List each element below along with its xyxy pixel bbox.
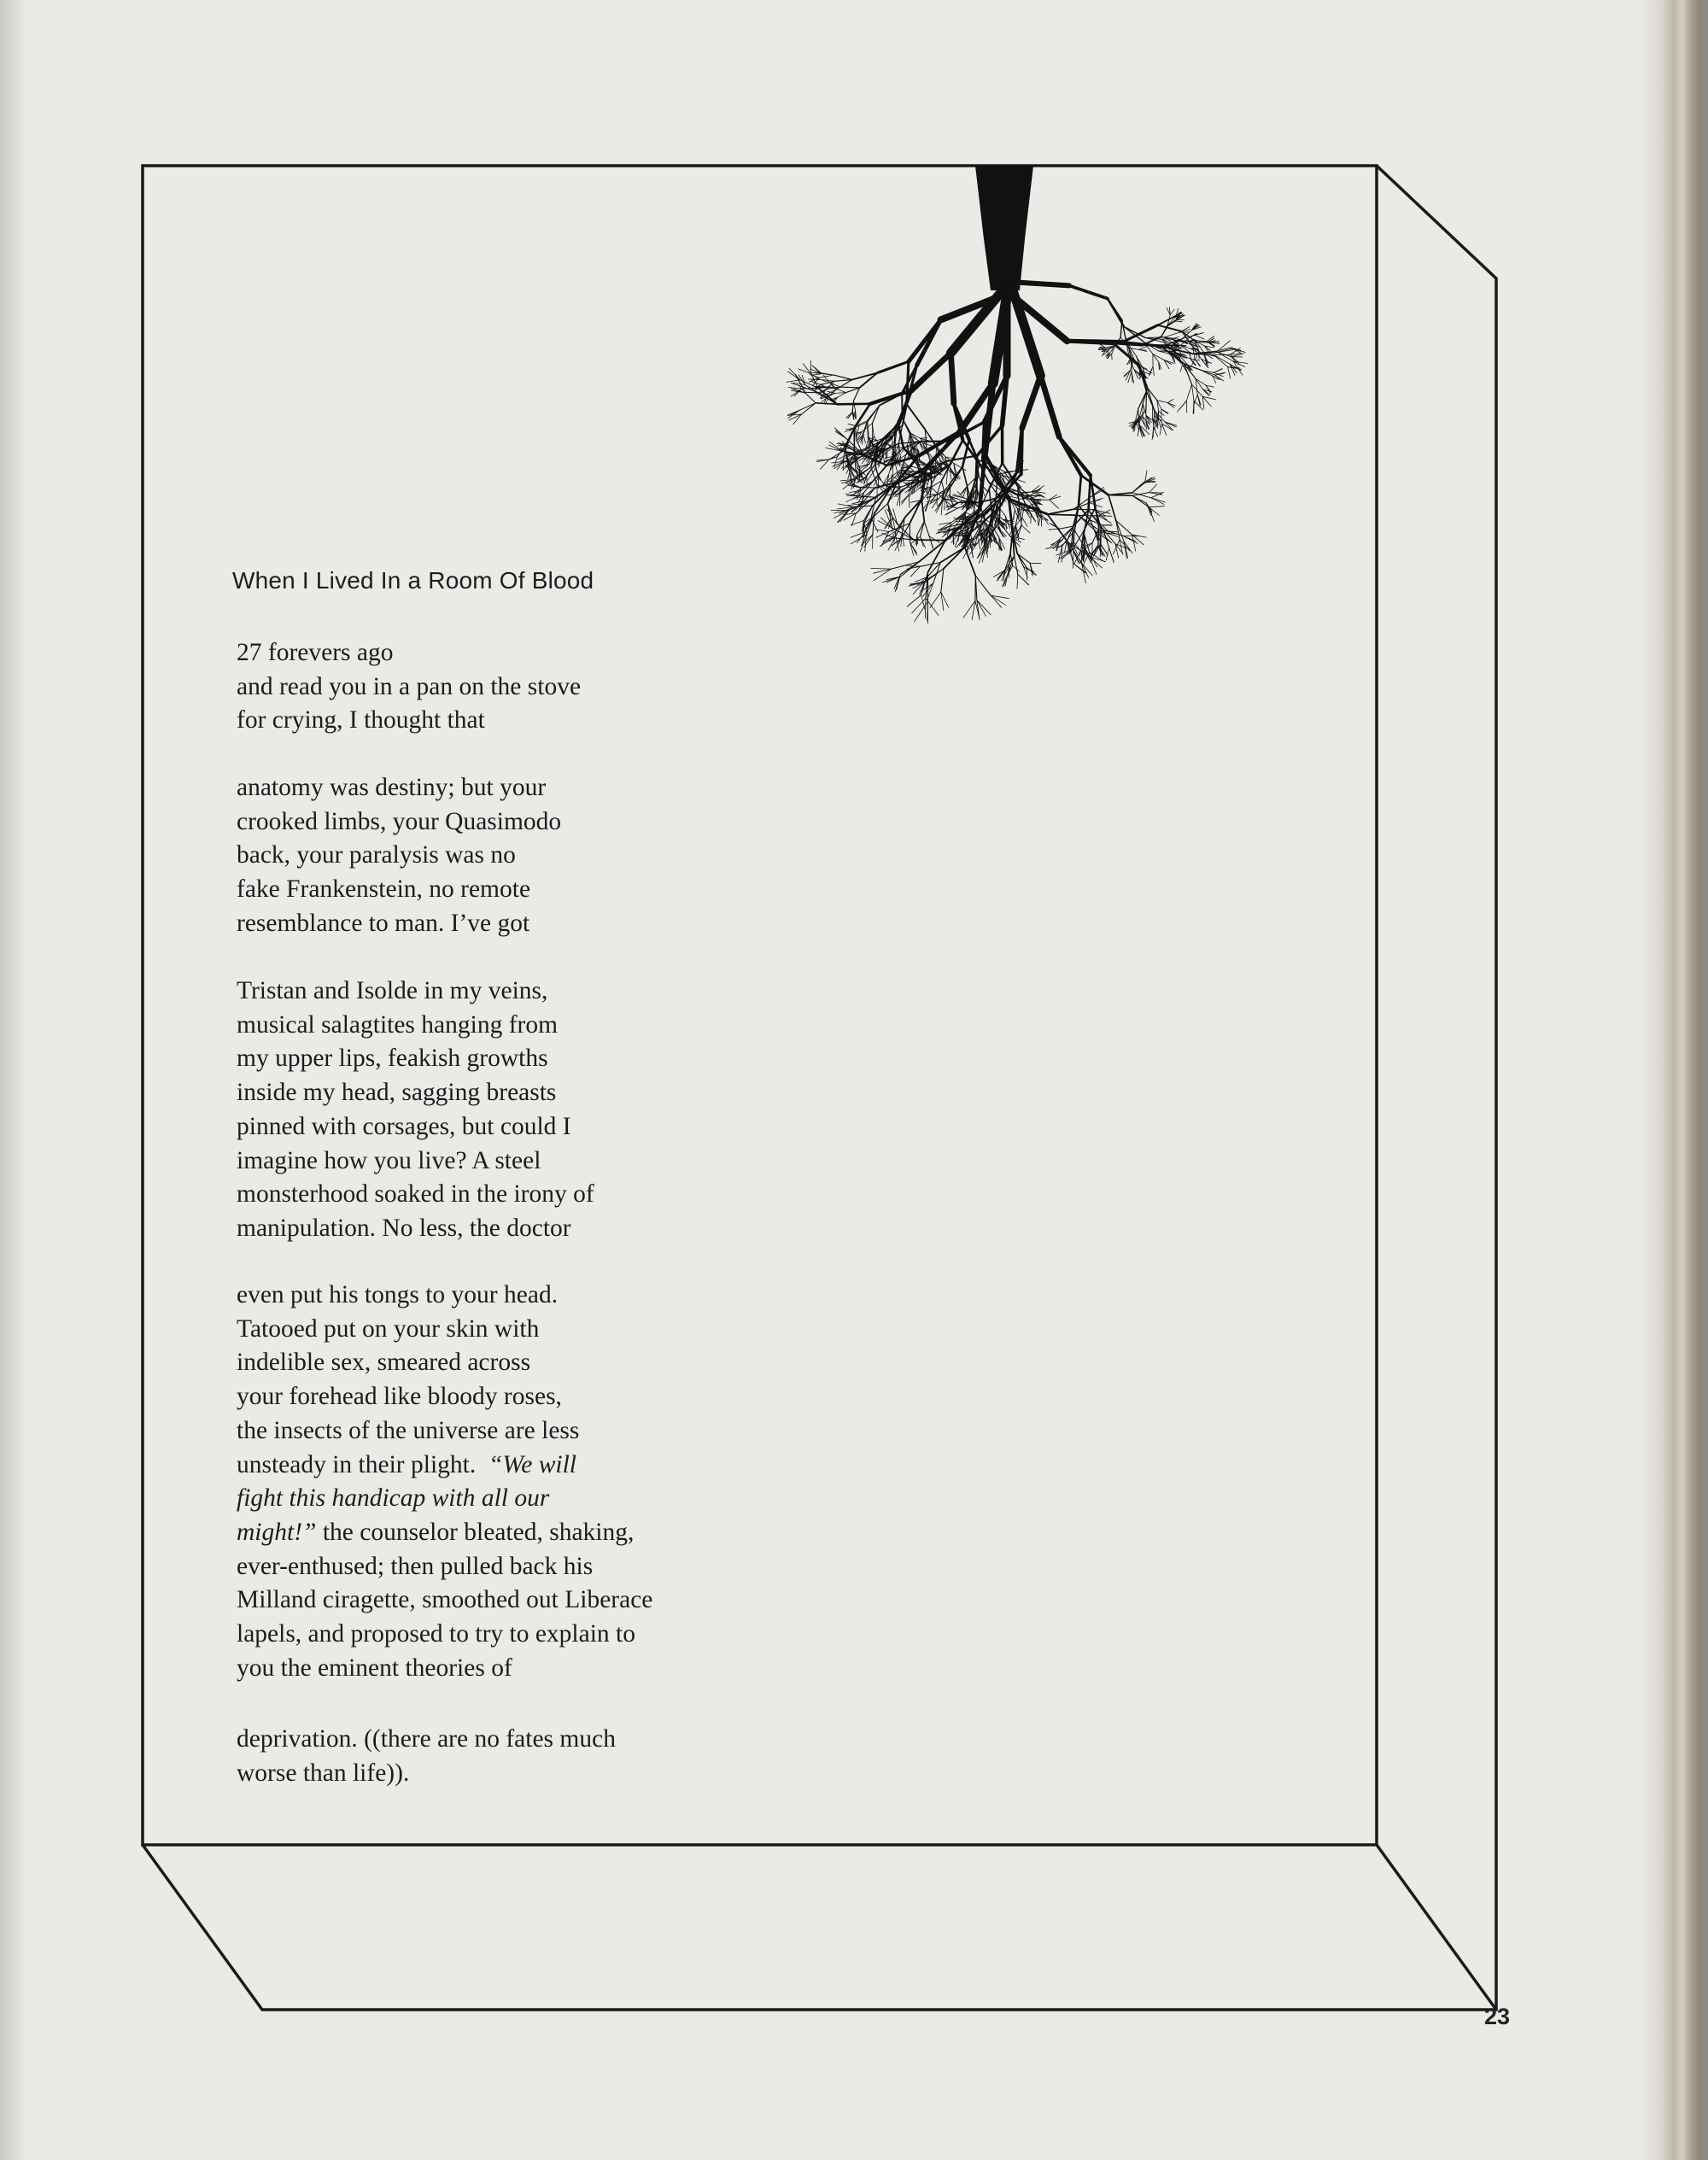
tree-branch bbox=[1123, 536, 1138, 544]
tree-branch bbox=[1050, 500, 1059, 508]
poem-line: deprivation. ((there are no fates much bbox=[237, 1725, 616, 1753]
tree-branch bbox=[1165, 332, 1179, 337]
stanza-1 bbox=[237, 636, 581, 738]
tree-branch bbox=[803, 392, 818, 393]
tree-branch bbox=[1158, 325, 1182, 331]
tree-branch bbox=[917, 522, 924, 535]
poem-line: monsterhood soaked in the irony of bbox=[237, 1180, 594, 1209]
tree-branch bbox=[1149, 506, 1164, 507]
tree-branch bbox=[788, 388, 802, 389]
tree-branch bbox=[927, 583, 933, 599]
tree-branch bbox=[1059, 436, 1091, 475]
tree-branch bbox=[1157, 401, 1167, 403]
tree-branch bbox=[853, 401, 855, 411]
tree-branch bbox=[840, 387, 859, 388]
tree-branch bbox=[863, 435, 865, 443]
tree-branch bbox=[1120, 540, 1123, 554]
poem-line: your forehead like bloody roses, bbox=[237, 1383, 562, 1411]
tree-branch bbox=[868, 406, 880, 421]
tree-branch bbox=[1035, 486, 1044, 492]
tree-branch bbox=[919, 541, 945, 562]
tree-branch bbox=[1073, 551, 1079, 563]
tree-branch bbox=[975, 576, 991, 595]
tree-branch bbox=[1108, 495, 1132, 496]
tree-branch bbox=[946, 455, 977, 461]
tree-branch bbox=[951, 353, 954, 403]
tree-branch bbox=[921, 536, 926, 547]
line-text: unsteady in their plight. bbox=[237, 1450, 477, 1478]
tree-branch bbox=[867, 517, 874, 529]
tree-branch bbox=[924, 522, 929, 536]
poem-title: When I Lived In a Room Of Blood bbox=[232, 567, 594, 594]
poem-line: even put his tongs to your head. bbox=[237, 1281, 559, 1308]
tree-branch bbox=[1214, 369, 1222, 372]
tree-branch bbox=[921, 522, 925, 537]
tree-branch bbox=[979, 548, 985, 564]
tree-branch bbox=[1149, 484, 1157, 493]
tree-branch bbox=[1048, 514, 1079, 515]
tree-branch bbox=[911, 353, 951, 390]
tree-branch bbox=[1050, 496, 1061, 500]
tree-branch bbox=[877, 361, 909, 372]
tree-branch bbox=[1153, 366, 1154, 375]
poem-line: pinned with corsages, but could I bbox=[237, 1112, 571, 1140]
poem-line: Tatooed put on your skin with bbox=[237, 1314, 540, 1343]
tree-branch bbox=[894, 489, 903, 497]
tree-branch bbox=[933, 563, 941, 584]
tree-branch bbox=[1195, 335, 1204, 339]
tree-branch bbox=[1022, 518, 1027, 526]
tree-branch bbox=[895, 539, 902, 551]
tree-branch bbox=[1098, 516, 1111, 524]
tree-branch bbox=[945, 508, 958, 515]
tree-branch bbox=[835, 389, 846, 393]
tree-branch bbox=[941, 569, 944, 592]
tree-branch bbox=[928, 541, 946, 572]
poem-line: ever-enthused; then pulled back his bbox=[237, 1552, 594, 1580]
poem-line: my upper lips, feakish growths bbox=[237, 1045, 548, 1073]
tree-branch bbox=[908, 595, 921, 606]
tree-branch bbox=[941, 295, 1004, 319]
tree-branch bbox=[1180, 365, 1182, 372]
tree-branch bbox=[1196, 378, 1206, 385]
tree-branch bbox=[1048, 509, 1074, 514]
stanza-2 bbox=[237, 771, 561, 941]
tree-branch bbox=[1161, 339, 1172, 340]
tree-branch bbox=[1194, 401, 1203, 410]
poem-line: imagine how you live? A steel bbox=[237, 1146, 541, 1174]
poem-line: you the eminent theories of bbox=[237, 1654, 512, 1682]
quote-end: might!” bbox=[237, 1518, 317, 1546]
tree-branch bbox=[1015, 556, 1018, 574]
tree-branch bbox=[996, 483, 997, 503]
poem-line: resemblance to man. I’ve got bbox=[237, 909, 530, 937]
poem-line: manipulation. No less, the doctor bbox=[237, 1214, 571, 1242]
tree-branch bbox=[1040, 376, 1059, 437]
tree-branch bbox=[1228, 367, 1231, 379]
tree-branch bbox=[1114, 540, 1120, 554]
tree-branch bbox=[927, 494, 937, 495]
tree-branch bbox=[898, 443, 900, 457]
tree-branch bbox=[1069, 285, 1108, 298]
stanza-4 bbox=[237, 1279, 652, 1685]
tree-branch bbox=[1186, 384, 1191, 401]
tree-branch bbox=[926, 501, 929, 511]
tree-branch bbox=[1109, 548, 1114, 561]
tree-branch bbox=[1176, 321, 1183, 322]
poem-line bbox=[237, 1449, 652, 1483]
poem-line: musical salagtites hanging from bbox=[237, 1010, 559, 1039]
poem-line: crooked limbs, your Quasimodo bbox=[237, 807, 562, 835]
tree-branch bbox=[821, 383, 830, 384]
tree-branch bbox=[963, 600, 975, 618]
tree-branch bbox=[1159, 351, 1170, 352]
tree-branch bbox=[862, 424, 872, 432]
tree-branch bbox=[1162, 424, 1167, 436]
tree-branch bbox=[917, 319, 941, 365]
tree-branch bbox=[1170, 309, 1174, 315]
tree-branch bbox=[1167, 400, 1173, 403]
line-text: the counselor bleated, shaking, bbox=[316, 1518, 635, 1546]
tree-branch bbox=[1153, 354, 1164, 360]
tree-branch bbox=[925, 598, 926, 618]
tree-trunk bbox=[975, 166, 1033, 290]
tree-branch bbox=[1017, 574, 1018, 588]
tree-branch bbox=[789, 368, 800, 380]
poem-line: Milland ciragette, smoothed out Liberace bbox=[237, 1586, 653, 1614]
tree-branch bbox=[1081, 476, 1108, 495]
tree-branch bbox=[1128, 372, 1132, 383]
tree-branch bbox=[910, 542, 917, 555]
stanza-3 bbox=[237, 975, 594, 1246]
tree-branch bbox=[812, 366, 820, 373]
tree-branch bbox=[1108, 495, 1116, 521]
tree-branch bbox=[1108, 299, 1122, 321]
tree-branch bbox=[805, 394, 816, 403]
tree-branch bbox=[901, 495, 909, 502]
tree-branch bbox=[914, 540, 945, 541]
tree-branch bbox=[816, 403, 837, 405]
tree-branch bbox=[983, 422, 985, 460]
poem-line: anatomy was destiny; but your bbox=[237, 774, 547, 801]
tree-branch bbox=[1126, 371, 1130, 381]
page-number: 23 bbox=[1484, 2004, 1511, 2029]
tree-branch bbox=[834, 375, 852, 379]
tree-branch bbox=[987, 538, 988, 553]
tree-branch bbox=[870, 390, 911, 403]
tree-branch bbox=[802, 375, 804, 384]
tree-branch bbox=[848, 424, 857, 425]
tree-branch bbox=[1214, 355, 1230, 365]
tree-branch bbox=[1132, 483, 1144, 493]
tree-branch bbox=[859, 487, 874, 488]
poem-line bbox=[237, 1516, 652, 1550]
tree-branch bbox=[910, 542, 914, 555]
poem-line: Tristan and Isolde in my veins, bbox=[237, 977, 548, 1004]
tree-branch bbox=[1022, 376, 1041, 429]
tree-branch bbox=[1079, 515, 1099, 516]
poem-line: the insects of the universe are less bbox=[237, 1416, 580, 1444]
tree-branch bbox=[960, 502, 979, 503]
stanza-5 bbox=[237, 1723, 616, 1790]
tree-branch bbox=[903, 419, 910, 433]
tree-branch bbox=[819, 375, 834, 378]
poem-line: for crying, I thought that bbox=[237, 706, 485, 735]
tree-branch bbox=[1021, 428, 1022, 474]
tree-branch bbox=[1122, 320, 1126, 342]
poem-line: 27 forevers ago bbox=[237, 639, 394, 666]
tree-branch bbox=[846, 496, 858, 502]
tree-branch bbox=[874, 504, 888, 517]
poem-line: back, your paralysis was no bbox=[237, 841, 516, 869]
tree-branch bbox=[1139, 347, 1147, 350]
tree-branch bbox=[1197, 395, 1200, 406]
tree-branch bbox=[907, 404, 926, 430]
tree-branch bbox=[1021, 525, 1030, 533]
tree-branch bbox=[917, 535, 918, 544]
quote-start: “We will bbox=[488, 1450, 576, 1478]
poem-line: inside my head, sagging breasts bbox=[237, 1079, 557, 1107]
tree-branch bbox=[977, 455, 978, 488]
poem-line: fight this handicap with all our bbox=[237, 1484, 550, 1513]
tree-branch bbox=[1161, 409, 1167, 413]
tree-branch bbox=[871, 518, 878, 532]
tree-branch bbox=[1179, 401, 1186, 409]
tree-branch bbox=[1098, 529, 1099, 546]
tree-branch bbox=[1079, 476, 1081, 506]
tree-branch bbox=[1132, 495, 1146, 503]
tree-branch bbox=[935, 501, 943, 511]
poem-line: indelible sex, smeared across bbox=[237, 1349, 531, 1377]
tree-branch bbox=[1091, 476, 1096, 508]
poem-line: and read you in a pan on the stove bbox=[237, 672, 582, 700]
poem-line: fake Frankenstein, no remote bbox=[237, 875, 531, 904]
tree-branch bbox=[1050, 495, 1057, 500]
tree-branch bbox=[871, 569, 892, 570]
poem-line: worse than life)). bbox=[237, 1759, 410, 1787]
poem-line: lapels, and proposed to try to explain to bbox=[237, 1620, 635, 1648]
tree-branch bbox=[793, 414, 802, 424]
tree-branch bbox=[1068, 341, 1123, 342]
